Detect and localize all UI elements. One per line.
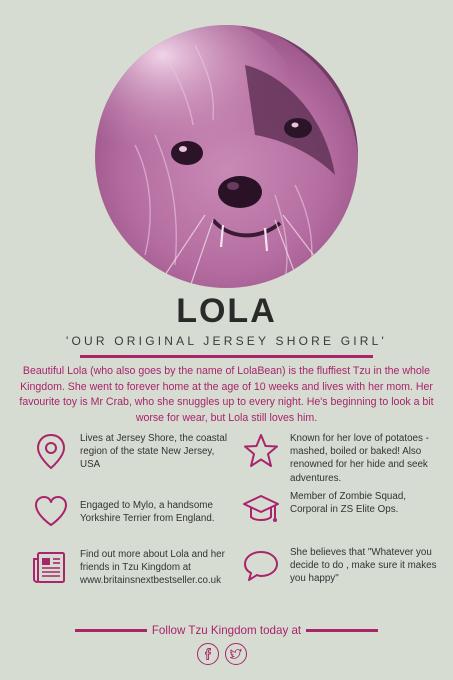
fact-text: Member of Zombie Squad, Corporal in ZS Elite Ops. (290, 491, 406, 516)
follow-banner (0, 622, 453, 638)
fact-potatoes (242, 432, 442, 485)
divider (80, 355, 373, 358)
dog-name: LOLA (176, 292, 277, 330)
graduation-cap-icon (242, 490, 280, 528)
intro-paragraph: Beautiful Lola (who also goes by the name of LolaBean) is the fluffiest Tzu in the whole Kingdom. She went to forever home at the age of 10 weeks and lives with her mom. Her favourite toy is Mr Crab, who she snuggles up to every night. He's beginning to look a bit worse for wear, but Lola still loves him. (19, 365, 434, 424)
heart-icon (32, 492, 70, 530)
fact-text: Known for her love of potatoes - mashed, boiled or baked! Also renowned for her hide and seek adventures. (290, 433, 429, 484)
fact-find-out-more (32, 548, 247, 588)
fact-zombie-squad (242, 490, 442, 528)
fact-text: She believes that "Whatever you decide to do , make sure it makes you happy" (290, 547, 437, 585)
fact-text: Find out more about Lola and her friends in Tzu Kingdom at www.britainsnextbestseller.co.uk (80, 549, 225, 587)
twitter-icon[interactable] (225, 643, 247, 665)
fact-location (32, 432, 232, 472)
divider (75, 629, 147, 632)
location-pin-icon (32, 432, 70, 470)
divider (306, 629, 378, 632)
facebook-icon[interactable] (197, 643, 219, 665)
follow-text: Follow Tzu Kingdom today at (151, 623, 302, 637)
fact-engaged (32, 492, 232, 530)
star-icon (242, 432, 280, 470)
fact-belief (242, 546, 447, 586)
fact-text: Lives at Jersey Shore, the coastal region of the state New Jersey, USA (80, 433, 228, 471)
newspaper-icon (32, 548, 70, 586)
speech-bubble-icon (242, 546, 280, 584)
fact-text: Engaged to Mylo, a handsome Yorkshire Terrier from England. (80, 500, 215, 525)
dog-photo (95, 25, 358, 288)
social-links (197, 643, 247, 665)
tagline: 'OUR ORIGINAL JERSEY SHORE GIRL' (65, 334, 388, 348)
